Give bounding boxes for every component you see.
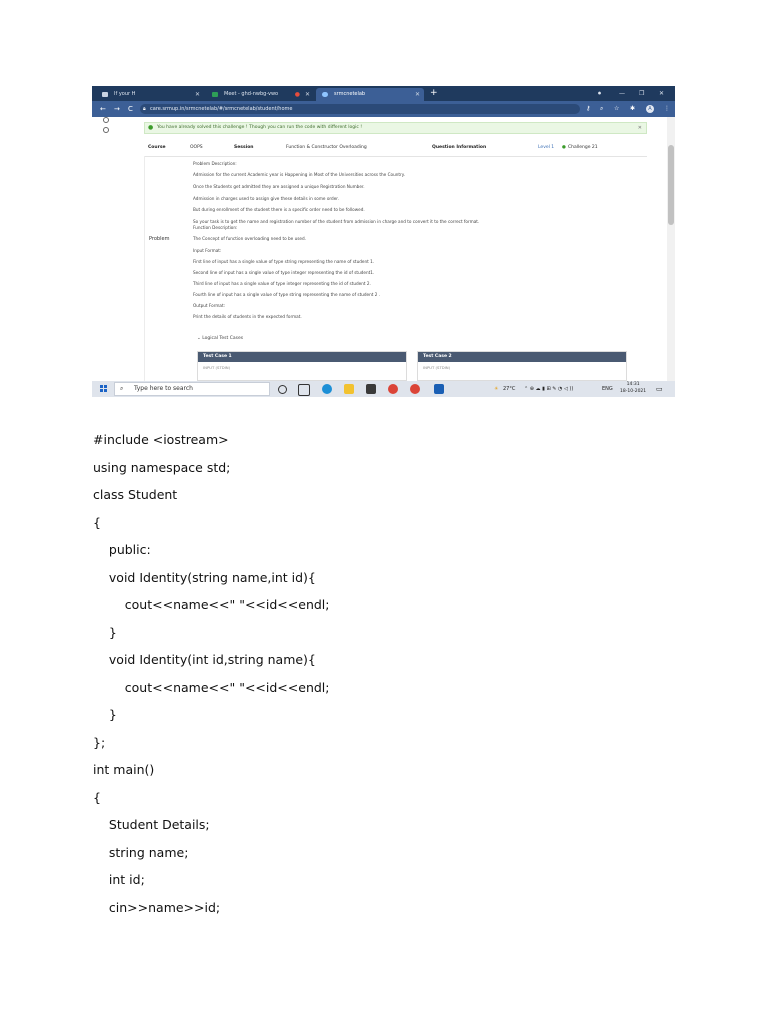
outlook-icon[interactable]: [434, 384, 444, 394]
problem-line: The Concept of function overloading need to be used.: [193, 236, 306, 241]
code-line: cout<<name<<" "<<id<<endl;: [93, 597, 330, 612]
star-icon[interactable]: ☆: [614, 105, 620, 112]
taskbar-clock[interactable]: [620, 382, 646, 395]
windows-taskbar: [92, 381, 675, 397]
problem-line: Fourth line of input has a single value of type string representing the name of student 2 .: [193, 292, 381, 297]
notifications-icon[interactable]: ▭: [656, 385, 663, 393]
code-line: }: [93, 624, 117, 640]
restore-button[interactable]: ❐: [639, 90, 645, 97]
tab-label: srmcnetelab: [334, 91, 366, 97]
browser-tab[interactable]: [96, 88, 204, 101]
session-label: Session: [234, 145, 254, 150]
browser-tab-bar: [92, 86, 675, 101]
code-line: public:: [93, 542, 151, 557]
tray-icons[interactable]: ⌃ ⊕ ☁ ▮ ⊞ ✎ ◔ ◁ )): [524, 386, 574, 392]
lock-icon: 🔒︎: [143, 106, 146, 112]
left-rail: [92, 117, 118, 381]
dot-icon: ●: [562, 145, 566, 150]
problem-line: Output Format:: [193, 303, 226, 308]
tab-label: Meet - ghd-nwbg-vwo: [224, 91, 279, 97]
weather-icon: ☀: [494, 386, 499, 392]
tab-label: If your H: [114, 91, 136, 97]
cortana-icon[interactable]: [278, 385, 287, 394]
search-icon: ⌕: [120, 385, 124, 392]
address-bar: [92, 101, 675, 117]
problem-line: So your task is to get the name and registration number of the student from admission in charge and to convert it to the correct format.: [193, 219, 480, 224]
logical-test-cases-toggle[interactable]: ⌄ Logical Test Cases: [197, 336, 244, 341]
back-button[interactable]: ←: [100, 105, 106, 113]
problem-line: Input Format:: [193, 248, 222, 253]
problem-line: Print the details of students in the expected format.: [193, 314, 302, 319]
settings-icon[interactable]: [103, 127, 109, 133]
problem-line: Admission in charges used to assign give these details in some order.: [193, 196, 339, 201]
search-placeholder: Type here to search: [134, 385, 193, 392]
recording-icon: ●: [294, 91, 300, 98]
cloud-icon: [322, 92, 328, 97]
problem-line: Admission for the current Academic year is Happening in Most of the Universities across the Country.: [193, 172, 405, 177]
new-tab-button[interactable]: +: [430, 88, 438, 98]
challenge-badge: Challenge 21: [568, 145, 598, 150]
menu-icon[interactable]: ⋮: [664, 105, 670, 112]
forward-button[interactable]: →: [114, 105, 120, 113]
close-icon[interactable]: ✕: [304, 91, 310, 98]
scrollbar-thumb[interactable]: [668, 145, 674, 225]
code-line: cout<<name<<" "<<id<<endl;: [93, 679, 330, 695]
code-line: {: [93, 514, 101, 530]
success-notice: [144, 122, 647, 134]
clock-time: 14:31: [626, 382, 640, 387]
code-line: cin>>name>>id;: [93, 899, 221, 915]
language-indicator[interactable]: ENG: [602, 386, 613, 392]
problem-line: Second line of input has a single value of type integer representing the id of student1.: [193, 270, 375, 275]
edge-icon[interactable]: [322, 384, 332, 394]
windows-start-icon[interactable]: [100, 385, 107, 392]
course-label: Course: [148, 145, 166, 150]
problem-line: Third line of input has a single value of type integer representing the id of student 2.: [193, 281, 371, 286]
code-line: };: [93, 734, 106, 750]
code-line: void Identity(string name,int id){: [93, 569, 316, 585]
check-circle-icon: ●: [148, 124, 154, 131]
problem-line: Function Description:: [193, 225, 238, 230]
test-case-card[interactable]: [197, 351, 407, 381]
store-icon[interactable]: [366, 384, 376, 394]
problem-line: Once the Students get admitted they are assigned a unique Registration Number.: [193, 184, 365, 189]
clock-date: 18-10-2021: [620, 388, 647, 394]
url-input[interactable]: [140, 104, 580, 114]
weather-text[interactable]: 27°C: [503, 386, 516, 392]
code-line: string name;: [93, 844, 189, 860]
code-line: class Student: [93, 487, 178, 502]
code-line: #include <iostream>: [93, 432, 229, 447]
extensions-icon[interactable]: ✱: [630, 105, 636, 112]
code-line: int id;: [93, 872, 145, 887]
chrome-icon[interactable]: [388, 384, 398, 394]
avatar[interactable]: A: [646, 105, 654, 113]
code-line: void Identity(int id,string name){: [93, 652, 316, 667]
url-text: care.srmup.in/srmcnetelab/#/srmcnetelab/student/home: [150, 106, 293, 112]
course-value: OOPS: [190, 145, 203, 150]
session-value: Function & Constructor Overloading: [286, 145, 367, 150]
test-case-title: Test Case 1: [198, 352, 406, 362]
test-case-body: INPUT (STDIN): [203, 365, 231, 370]
close-icon[interactable]: ✕: [414, 91, 420, 98]
key-icon[interactable]: ⚷: [586, 105, 591, 112]
reload-button[interactable]: C: [128, 105, 133, 113]
question-info-label: Question Information: [432, 145, 487, 150]
logical-test-cases-label: Logical Test Cases: [202, 336, 244, 341]
problem-line: First line of input has a single value of type string representing the name of student 1.: [193, 259, 375, 264]
problem-label: Problem: [149, 236, 170, 242]
problem-line: But during enrollment of the student there is a specific order need to be followed.: [193, 207, 365, 212]
code-line: Student Details;: [93, 817, 210, 832]
task-view-icon[interactable]: [298, 384, 310, 396]
code-line: int main(): [93, 762, 155, 777]
close-window-button[interactable]: ✕: [659, 90, 665, 97]
minimize-button[interactable]: —: [619, 90, 625, 97]
notice-text: You have already solved this challenge ! Though you can run the code with different logic !: [157, 125, 363, 130]
code-line: }: [93, 707, 117, 722]
clock-icon[interactable]: [103, 117, 109, 123]
close-icon[interactable]: ✕: [637, 125, 642, 131]
browser-tab-active[interactable]: [316, 88, 424, 101]
page-scrollbar[interactable]: [667, 117, 675, 381]
meet-icon: [212, 92, 218, 97]
test-case-card[interactable]: [417, 351, 627, 381]
file-explorer-icon[interactable]: [344, 384, 354, 394]
code-line: using namespace std;: [93, 459, 231, 475]
record-icon[interactable]: ⏺: [598, 90, 602, 97]
taskbar-search-input[interactable]: [114, 382, 270, 396]
embedded-screenshot: [92, 86, 675, 397]
chrome-icon[interactable]: [410, 384, 420, 394]
image-icon: [102, 92, 108, 97]
code-line: {: [93, 789, 101, 805]
zoom-icon[interactable]: ⌕: [600, 105, 604, 112]
test-case-title: Test Case 2: [418, 352, 626, 362]
close-icon[interactable]: ✕: [194, 91, 200, 98]
browser-tab[interactable]: [206, 88, 314, 101]
problem-line: Problem Description:: [193, 161, 237, 166]
test-case-body: INPUT (STDIN): [423, 365, 451, 370]
info-bar: [144, 140, 647, 157]
problem-panel: [144, 156, 648, 381]
level-badge: Level 1: [538, 145, 555, 150]
